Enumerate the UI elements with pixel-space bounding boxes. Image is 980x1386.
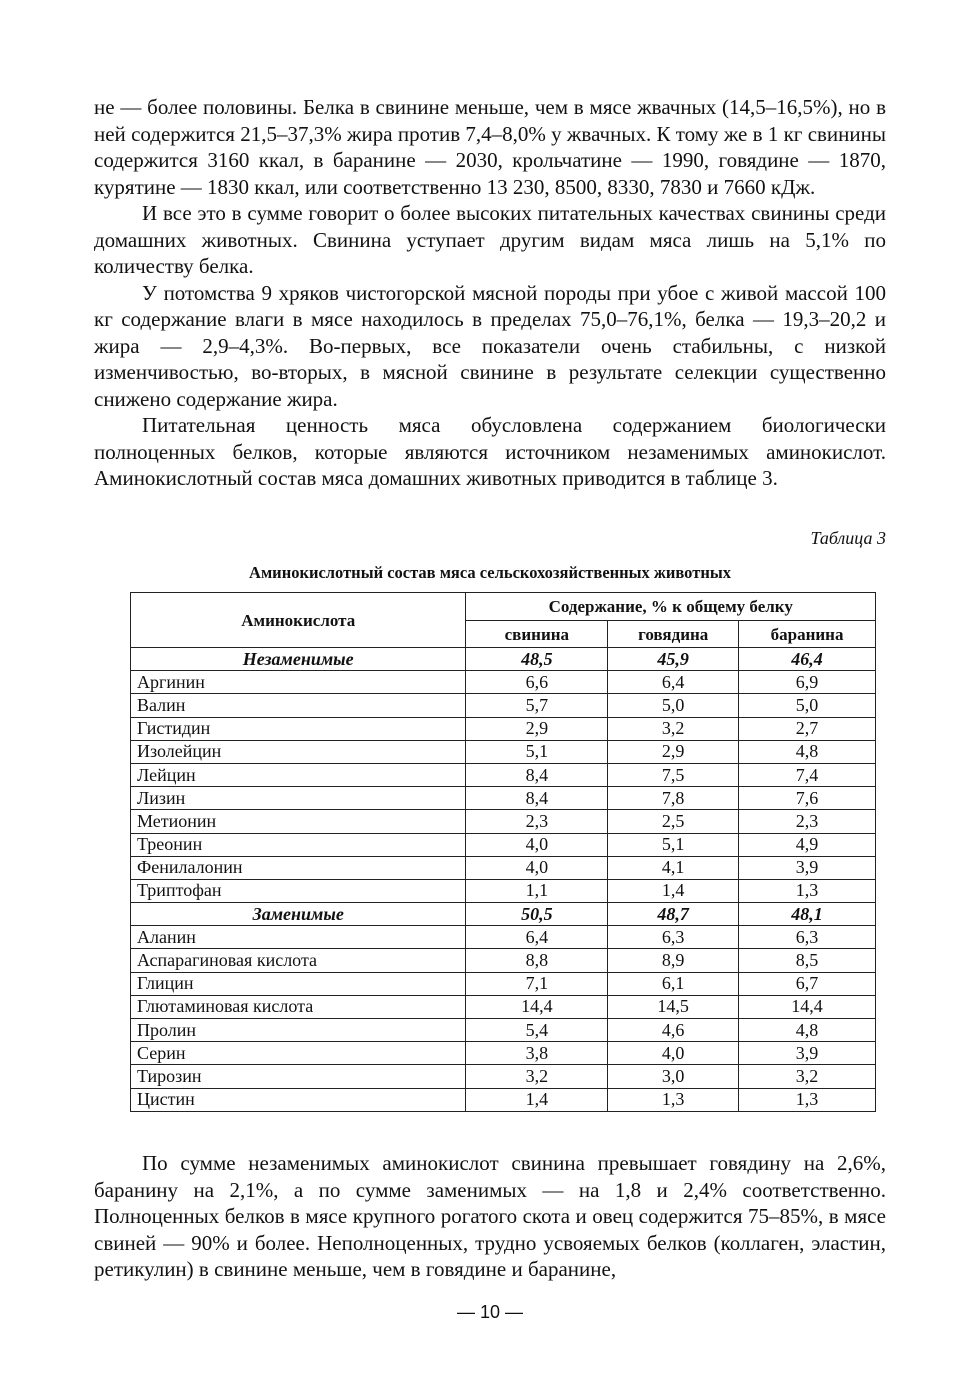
content-value: 4,0 (608, 1042, 739, 1065)
group-row (131, 648, 876, 671)
header-lamb: баранина (739, 621, 876, 648)
amino-acid-name: Аланин (131, 926, 466, 949)
content-value: 8,9 (608, 949, 739, 972)
content-value: 6,4 (466, 926, 608, 949)
content-value: 7,1 (466, 972, 608, 995)
table-row (131, 1065, 876, 1088)
amino-acid-name: Лейцин (131, 763, 466, 786)
table-label: Таблица 3 (810, 528, 886, 548)
content-value: 1,3 (739, 879, 876, 902)
content-value: 3,2 (739, 1065, 876, 1088)
table-row (131, 694, 876, 717)
group-total: 46,4 (739, 648, 876, 671)
table-row (131, 1042, 876, 1065)
amino-acid-name: Триптофан (131, 879, 466, 902)
content-value: 5,4 (466, 1019, 608, 1042)
content-value: 4,0 (466, 833, 608, 856)
table-row (131, 671, 876, 694)
group-total: 48,1 (739, 903, 876, 926)
content-value: 8,5 (739, 949, 876, 972)
table-row (131, 717, 876, 740)
group-total: 45,9 (608, 648, 739, 671)
content-value: 4,8 (739, 740, 876, 763)
paragraph-5: По сумме незаменимых аминокислот свинина превышает говядину на 2,6%, баранину на 2,1%, а по сумме заменимых — на 1,8 и 2,4% соответственно. Полноценных белков в мясе крупного рогатого скота и овец содержится 75–85%, в мясе свиней — 90% и более. Неполноценных, трудно усвояемых белков (коллаген, эластин, ретикулин) в свинине меньше, чем в говядине и баранине, (94, 1151, 886, 1281)
amino-acid-name: Тирозин (131, 1065, 466, 1088)
content-value: 3,2 (466, 1065, 608, 1088)
amino-acid-name: Серин (131, 1042, 466, 1065)
body-text-bottom (94, 1150, 886, 1283)
content-value: 3,9 (739, 1042, 876, 1065)
content-value: 7,4 (739, 763, 876, 786)
content-value: 3,9 (739, 856, 876, 879)
content-value: 5,1 (608, 833, 739, 856)
content-value: 5,7 (466, 694, 608, 717)
table-row (131, 1088, 876, 1111)
table-title: Аминокислотный состав мяса сельскохозяйственных животных (249, 563, 731, 582)
amino-acid-table (130, 592, 876, 1112)
content-value: 6,4 (608, 671, 739, 694)
content-value: 7,8 (608, 787, 739, 810)
table-row (131, 926, 876, 949)
group-name: Заменимые (131, 903, 466, 926)
content-value: 14,5 (608, 995, 739, 1018)
header-content: Содержание, % к общему белку (466, 593, 876, 621)
page-number: — 10 — (456, 1302, 524, 1322)
content-value: 2,7 (739, 717, 876, 740)
header-beef: говядина (608, 621, 739, 648)
content-value: 5,0 (739, 694, 876, 717)
content-value: 6,1 (608, 972, 739, 995)
group-row (131, 903, 876, 926)
amino-acid-name: Глютаминовая кислота (131, 995, 466, 1018)
content-value: 1,4 (466, 1088, 608, 1111)
content-value: 3,8 (466, 1042, 608, 1065)
content-value: 6,3 (608, 926, 739, 949)
amino-acid-name: Треонин (131, 833, 466, 856)
group-total: 50,5 (466, 903, 608, 926)
header-amino-acid: Аминокислота (131, 593, 466, 648)
content-value: 8,4 (466, 763, 608, 786)
content-value: 3,0 (608, 1065, 739, 1088)
content-value: 4,1 (608, 856, 739, 879)
table-row (131, 856, 876, 879)
group-name: Незаменимые (131, 648, 466, 671)
content-value: 4,6 (608, 1019, 739, 1042)
content-value: 6,6 (466, 671, 608, 694)
content-value: 6,9 (739, 671, 876, 694)
content-value: 14,4 (739, 995, 876, 1018)
table-row (131, 810, 876, 833)
paragraph-3: У потомства 9 хряков чистогорской мясной породы при убое с живой массой 100 кг содержание влаги в мясе находилось в пределах 75,0–76,1%, белка — 19,3–20,2 и жира — 2,9–4,3%. Во-первых, все показатели очень стабильны, с низкой изменчивостью, во-вторых, в мясной свинине в результате селекции существенно снижено содержание жира. (94, 280, 886, 411)
amino-acid-name: Гистидин (131, 717, 466, 740)
content-value: 2,5 (608, 810, 739, 833)
content-value: 1,3 (608, 1088, 739, 1111)
content-value: 2,9 (608, 740, 739, 763)
content-value: 2,3 (466, 810, 608, 833)
table-row (131, 879, 876, 902)
content-value: 8,8 (466, 949, 608, 972)
amino-acid-name: Фенилалонин (131, 856, 466, 879)
group-total: 48,5 (466, 648, 608, 671)
table-row (131, 787, 876, 810)
content-value: 4,9 (739, 833, 876, 856)
header-pork: свинина (466, 621, 608, 648)
content-value: 4,0 (466, 856, 608, 879)
table-row (131, 833, 876, 856)
table-body (131, 648, 876, 1112)
body-text-top (94, 94, 886, 492)
content-value: 5,1 (466, 740, 608, 763)
paragraph-4: Питательная ценность мяса обусловлена содержанием биологически полноценных белков, которые являются источником незаменимых аминокислот. Аминокислотный состав мяса домашних животных приводится в таблице 3. (94, 413, 886, 490)
paragraph-1: не — более половины. Белка в свинине меньше, чем в мясе жвачных (14,5–16,5%), но в ней содержится 21,5–37,3% жира против 7,4–8,0% у жвачных. К тому же в 1 кг свинины содержится 3160 ккал, в баранине — 2030, крольчатине — 1990, говядине — 1870, курятине — 1830 ккал, или соответственно 13 230, 8500, 8330, 7830 и 7660 кДж. (94, 95, 886, 199)
table-row (131, 763, 876, 786)
content-value: 7,6 (739, 787, 876, 810)
content-value: 1,1 (466, 879, 608, 902)
content-value: 6,7 (739, 972, 876, 995)
content-value: 5,0 (608, 694, 739, 717)
group-total: 48,7 (608, 903, 739, 926)
amino-acid-name: Глицин (131, 972, 466, 995)
amino-acid-name: Аргинин (131, 671, 466, 694)
table-row (131, 949, 876, 972)
amino-acid-name: Изолейцин (131, 740, 466, 763)
amino-acid-name: Цистин (131, 1088, 466, 1111)
table-row (131, 972, 876, 995)
content-value: 2,9 (466, 717, 608, 740)
table-row (131, 1019, 876, 1042)
amino-acid-name: Валин (131, 694, 466, 717)
content-value: 2,3 (739, 810, 876, 833)
amino-acid-name: Пролин (131, 1019, 466, 1042)
amino-acid-name: Аспарагиновая кислота (131, 949, 466, 972)
content-value: 1,4 (608, 879, 739, 902)
amino-acid-name: Лизин (131, 787, 466, 810)
content-value: 1,3 (739, 1088, 876, 1111)
content-value: 6,3 (739, 926, 876, 949)
table-row (131, 740, 876, 763)
content-value: 8,4 (466, 787, 608, 810)
content-value: 4,8 (739, 1019, 876, 1042)
amino-acid-name: Метионин (131, 810, 466, 833)
paragraph-2: И все это в сумме говорит о более высоких питательных качествах свинины среди домашних животных. Свинина уступает другим видам мяса лишь на 5,1% по количеству белка. (94, 201, 886, 278)
table-row (131, 995, 876, 1018)
content-value: 7,5 (608, 763, 739, 786)
content-value: 3,2 (608, 717, 739, 740)
content-value: 14,4 (466, 995, 608, 1018)
